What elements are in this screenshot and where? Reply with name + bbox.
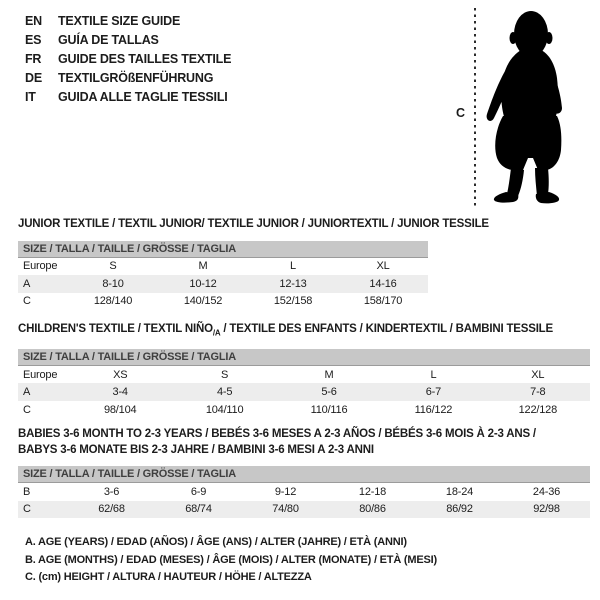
language-title: TEXTILGRÖßENFÜHRUNG	[58, 71, 214, 85]
language-row	[25, 88, 231, 107]
table-row	[18, 501, 590, 519]
footnote-line: A. AGE (YEARS) / EDAD (AÑOS) / ÂGE (ANS) / ALTER (JAHRE) / ETÀ (ANNI)	[25, 536, 407, 548]
size-cell: 122/128	[518, 403, 558, 416]
footnote-line: B. AGE (MONTHS) / EDAD (MESES) / ÂGE (MOIS) / ALTER (MONATE) / ETÀ (MESI)	[25, 553, 437, 566]
title-segment: / TEXTILE DES ENFANTS / KINDERTEXTIL / BAMBINI TESSILE	[220, 323, 553, 335]
language-title: GUIDA ALLE TAGLIE TESSILI	[58, 90, 228, 104]
table-row	[18, 258, 428, 276]
size-cell: 80/86	[359, 503, 386, 516]
size-cell: 3-6	[103, 485, 120, 498]
size-cell: S	[221, 368, 229, 381]
size-cell: 7-8	[530, 386, 546, 399]
language-code: EN	[25, 14, 42, 28]
language-row	[25, 12, 231, 31]
size-cell: 6-9	[190, 485, 207, 498]
size-table	[18, 483, 590, 518]
section-childrens-textile	[18, 322, 590, 418]
language-list	[25, 12, 231, 107]
size-header-bar: SIZE / TALLA / TAILLE / GRÖSSE / TAGLIA	[18, 241, 428, 258]
size-cell: XL	[376, 260, 390, 273]
title-segment: CHILDREN'S TEXTILE / TEXTIL NIÑO	[18, 323, 213, 335]
size-cell: 86/92	[446, 503, 473, 516]
size-cell: M	[198, 260, 208, 273]
row-label: B	[23, 485, 31, 498]
size-table	[18, 366, 590, 419]
size-cell: 18-24	[445, 485, 474, 498]
table-row	[18, 483, 590, 501]
size-cell: 12-13	[279, 277, 307, 290]
section-title	[18, 217, 489, 233]
row-label: Europe	[23, 260, 58, 273]
language-row	[25, 69, 231, 88]
section-title	[18, 427, 590, 458]
size-cell: 10-12	[189, 277, 217, 290]
row-label: C	[23, 503, 31, 516]
height-dotted-line	[474, 8, 476, 208]
size-cell: 5-6	[321, 386, 337, 399]
size-cell: 12-18	[358, 485, 387, 498]
section-title	[18, 322, 590, 341]
size-header-bar: SIZE / TALLA / TAILLE / GRÖSSE / TAGLIA	[18, 466, 590, 483]
language-code: FR	[25, 52, 42, 66]
table-row	[18, 366, 590, 384]
language-code: ES	[25, 33, 42, 47]
size-cell: 68/74	[185, 503, 212, 516]
size-cell: 4-5	[216, 386, 233, 399]
table-row	[18, 383, 590, 401]
section-title-line	[18, 427, 590, 443]
footnotes	[25, 534, 437, 587]
title-segment: JUNIOR TEXTILE / TEXTIL JUNIOR/ TEXTILE JUNIOR / JUNIORTEXTIL / JUNIOR TESSILE	[18, 218, 489, 230]
size-cell: 9-12	[274, 485, 297, 498]
height-figure	[452, 8, 574, 210]
size-table	[18, 258, 489, 311]
height-label-c: C	[456, 106, 465, 120]
row-label: A	[23, 277, 31, 290]
size-cell: 104/110	[205, 403, 244, 416]
row-label: Europe	[23, 368, 58, 381]
language-row	[25, 31, 231, 50]
size-cell: 140/152	[183, 295, 223, 308]
row-label: C	[23, 295, 31, 308]
row-label: C	[23, 403, 31, 416]
size-cell: XS	[113, 368, 128, 381]
baby-silhouette-icon	[483, 8, 569, 206]
size-cell: 8-10	[102, 277, 124, 290]
size-cell: 92/98	[533, 503, 560, 516]
language-title: GUIDE DES TAILLES TEXTILE	[58, 52, 232, 66]
size-cell: 74/80	[272, 503, 299, 516]
size-cell: 110/116	[310, 403, 348, 416]
section-babies-textile	[18, 427, 590, 518]
size-cell: 6-7	[425, 386, 442, 399]
table-row	[18, 401, 590, 419]
size-cell: 24-36	[532, 485, 561, 498]
size-cell: 158/170	[363, 295, 403, 308]
section-title-line	[18, 443, 590, 459]
title-segment: BABYS 3-6 MONATE BIS 2-3 JAHRE / BAMBINI 3-6 MESI A 2-3 ANNI	[18, 443, 374, 456]
language-code: IT	[25, 90, 36, 104]
row-label: A	[23, 386, 31, 399]
table-row	[18, 293, 428, 311]
section-junior-textile	[18, 217, 489, 310]
size-header-bar: SIZE / TALLA / TAILLE / GRÖSSE / TAGLIA	[18, 349, 590, 366]
language-code: DE	[25, 71, 42, 85]
footnote-line: C. (cm) HEIGHT / ALTURA / HAUTEUR / HÖHE / ALTEZZA	[25, 571, 312, 583]
size-cell: 152/158	[273, 295, 313, 308]
size-cell: L	[430, 368, 437, 381]
size-cell: M	[324, 368, 334, 381]
language-title: TEXTILE SIZE GUIDE	[58, 14, 181, 28]
section-title-line	[18, 322, 590, 341]
title-segment: /A	[212, 328, 221, 338]
size-cell: 116/122	[414, 403, 453, 416]
size-cell: L	[290, 260, 296, 273]
size-cell: S	[109, 260, 117, 273]
size-cell: XL	[531, 368, 545, 381]
language-title: GUÍA DE TALLAS	[58, 33, 159, 47]
size-cell: 62/68	[98, 503, 125, 516]
section-title-line	[18, 217, 489, 233]
language-row	[25, 50, 231, 69]
size-cell: 14-16	[369, 277, 397, 290]
title-segment: BABIES 3-6 MONTH TO 2-3 YEARS / BEBÉS 3-6 MESES A 2-3 AÑOS / BÉBÉS 3-6 MOIS À 2-3 ANS /	[18, 428, 536, 440]
size-cell: 3-4	[112, 386, 128, 399]
size-cell: 128/140	[93, 295, 133, 308]
table-row	[18, 275, 428, 293]
size-cell: 98/104	[103, 403, 137, 416]
